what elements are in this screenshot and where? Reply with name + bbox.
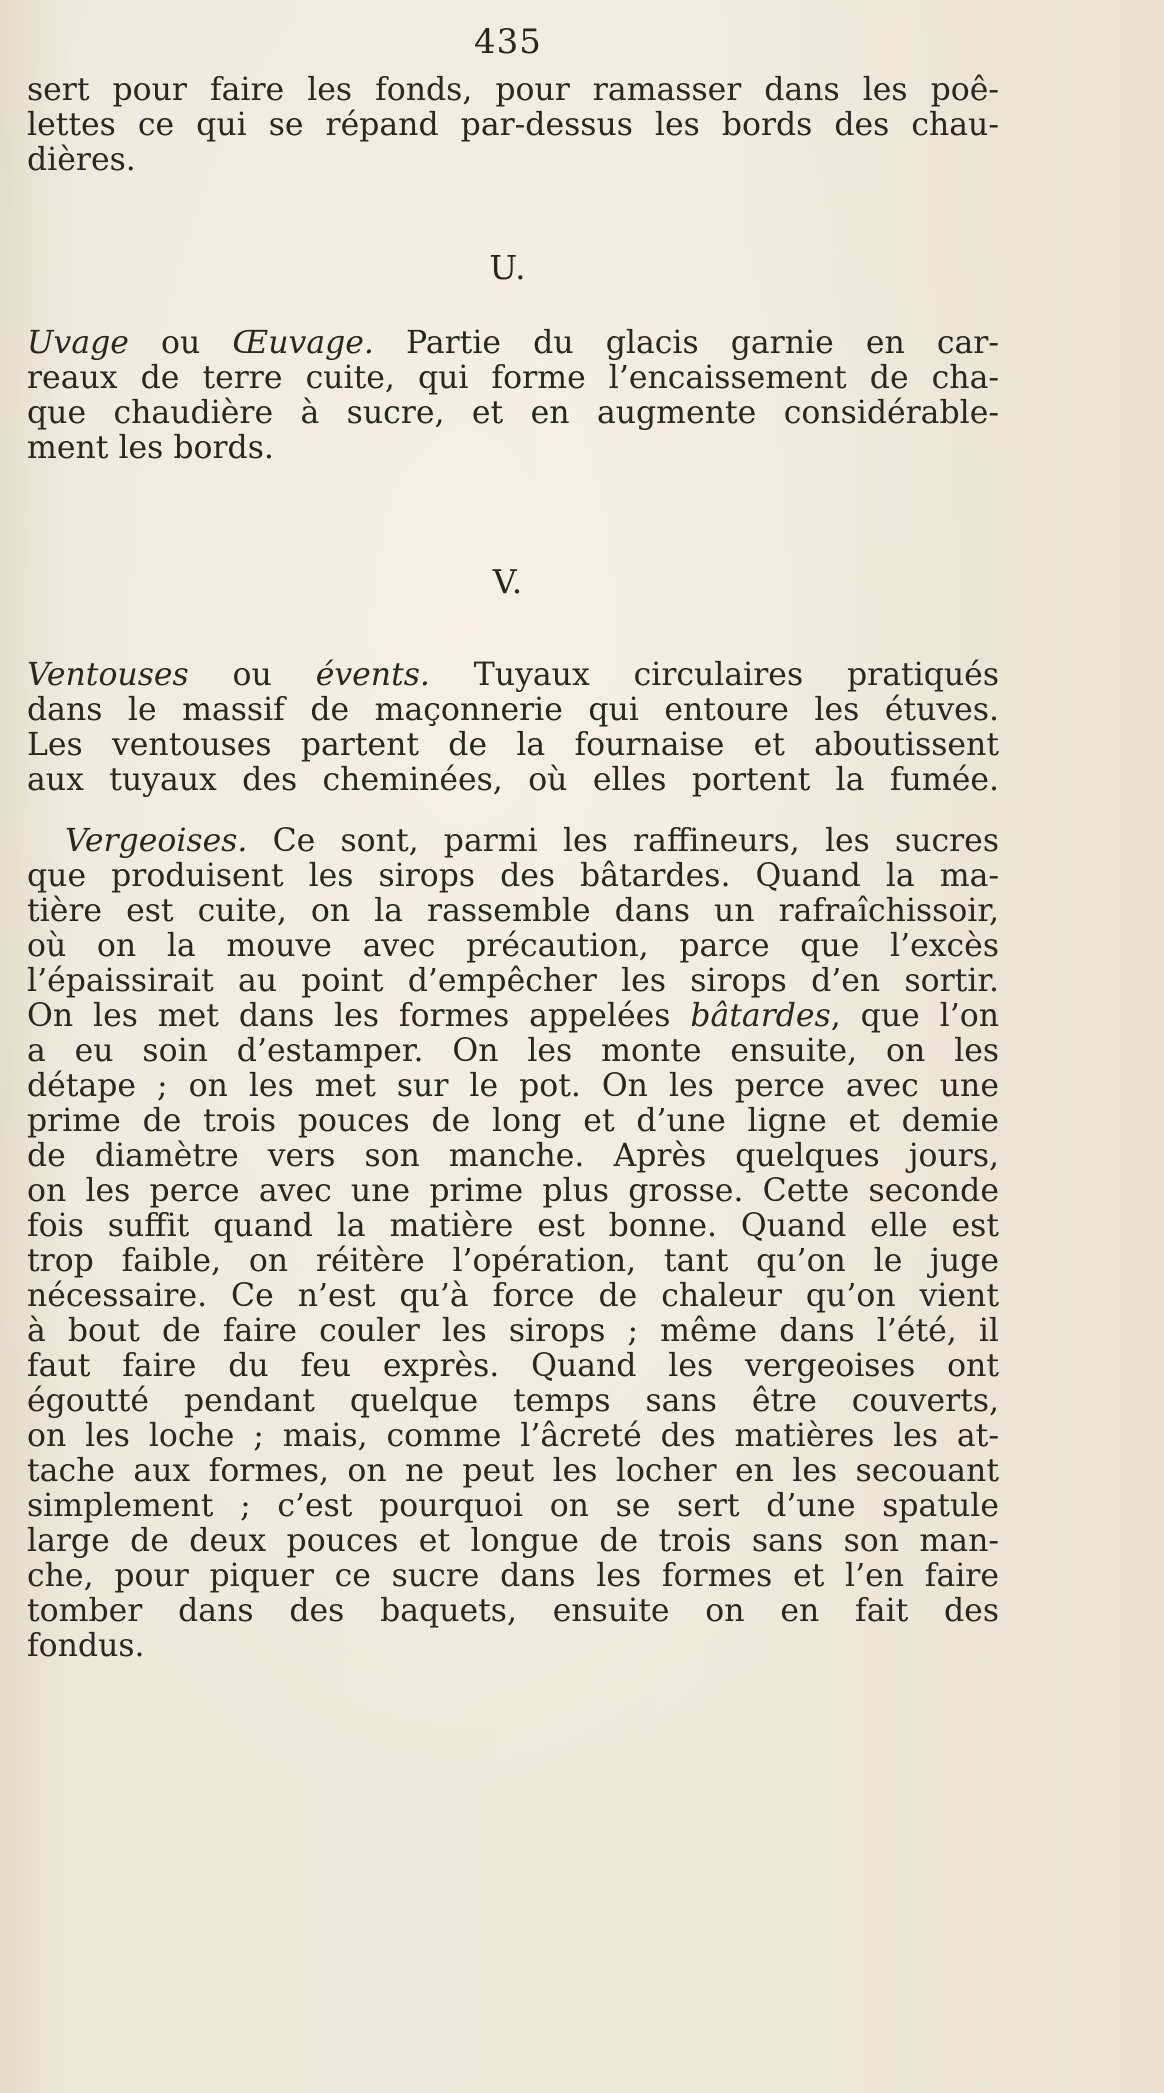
text-line: égoutté pendant quelque temps sans être couverts, xyxy=(27,1383,999,1419)
entry-term: Uvage xyxy=(27,325,129,361)
entry-uvage xyxy=(27,326,999,466)
entry-term: Ventouses xyxy=(27,657,189,693)
text-line: nécessaire. Ce n’est qu’à force de chaleur qu’on vient xyxy=(27,1278,999,1314)
text-line: a eu soin d’estamper. On les monte ensuite, on les xyxy=(27,1033,999,1069)
text-line xyxy=(27,824,999,859)
text-line: faut faire du feu exprès. Quand les vergeoises ont xyxy=(27,1348,999,1384)
entry-connector: ou xyxy=(128,325,233,361)
text-line: dières. xyxy=(27,142,136,178)
text-line: on les loche ; mais, comme l’âcreté des matières les at- xyxy=(27,1418,999,1454)
text-line: détape ; on les met sur le pot. On les perce avec une xyxy=(27,1068,999,1104)
continuation-paragraph xyxy=(27,73,999,178)
entry-term-alt: évents. xyxy=(315,657,430,693)
text-line: Les ventouses partent de la fournaise et aboutissent xyxy=(27,727,999,763)
text-line: fondus. xyxy=(27,1628,145,1664)
text-line: ment les bords. xyxy=(27,430,274,466)
text-line xyxy=(27,658,999,693)
text-line: de diamètre vers son manche. Après quelques jours, xyxy=(27,1138,999,1174)
text-line xyxy=(27,999,999,1034)
section-heading-u: U. xyxy=(489,248,527,287)
entry-term: Vergeoises. xyxy=(65,823,248,859)
text-line: reaux de terre cuite, qui forme l’encaissement de cha- xyxy=(27,360,999,396)
page-number: 435 xyxy=(474,22,542,62)
italic-term: bâtardes xyxy=(690,998,831,1034)
text-line: à bout de faire couler les sirops ; même dans l’été, il xyxy=(27,1313,999,1349)
entry-definition-start: Ce sont, parmi les raffineurs, les sucres xyxy=(247,823,999,859)
text-line: tomber dans des baquets, ensuite on en fait des xyxy=(27,1593,999,1629)
text-line: où on la mouve avec précaution, parce que l’excès xyxy=(27,928,999,964)
text-line: lettes ce qui se répand par-dessus les bords des chau- xyxy=(27,107,999,143)
entry-connector: ou xyxy=(188,657,316,693)
text-line: dans le massif de maçonnerie qui entoure les étuves. xyxy=(27,692,999,728)
line-segment: On les met dans les formes appelées xyxy=(27,998,691,1034)
line-segment: , que l’on xyxy=(830,998,999,1034)
entry-ventouses xyxy=(27,658,999,798)
text-line: sert pour faire les fonds, pour ramasser dans les poê- xyxy=(27,72,999,108)
text-line: che, pour piquer ce sucre dans les formes et l’en faire xyxy=(27,1558,999,1594)
text-line: tache aux formes, on ne peut les locher en les secouant xyxy=(27,1453,999,1489)
entry-term-alt: Œuvage. xyxy=(232,325,374,361)
text-line: fois suffit quand la matière est bonne. Quand elle est xyxy=(27,1208,999,1244)
entry-vergeoises xyxy=(27,824,999,1664)
text-line: on les perce avec une prime plus grosse. Cette seconde xyxy=(27,1173,999,1209)
entry-definition-start: Partie du glacis garnie en car- xyxy=(373,325,1000,361)
text-line: large de deux pouces et longue de trois sans son man- xyxy=(27,1523,999,1559)
text-line: aux tuyaux des cheminées, où elles portent la fumée. xyxy=(27,762,999,798)
text-line: tière est cuite, on la rassemble dans un rafraîchissoir, xyxy=(27,893,999,929)
text-line: que chaudière à sucre, et en augmente considérable- xyxy=(27,395,999,431)
text-line: l’épaissirait au point d’empêcher les sirops d’en sortir. xyxy=(27,963,999,999)
text-line: que produisent les sirops des bâtardes. Quand la ma- xyxy=(27,858,999,894)
text-line: prime de trois pouces de long et d’une ligne et demie xyxy=(27,1103,999,1139)
text-line xyxy=(27,326,999,361)
text-line: simplement ; c’est pourquoi on se sert d’une spatule xyxy=(27,1488,999,1524)
section-heading-v: V. xyxy=(492,562,524,601)
entry-definition-start: Tuyaux circulaires pratiqués xyxy=(429,657,999,693)
text-line: trop faible, on réitère l’opération, tant qu’on le juge xyxy=(27,1243,999,1279)
